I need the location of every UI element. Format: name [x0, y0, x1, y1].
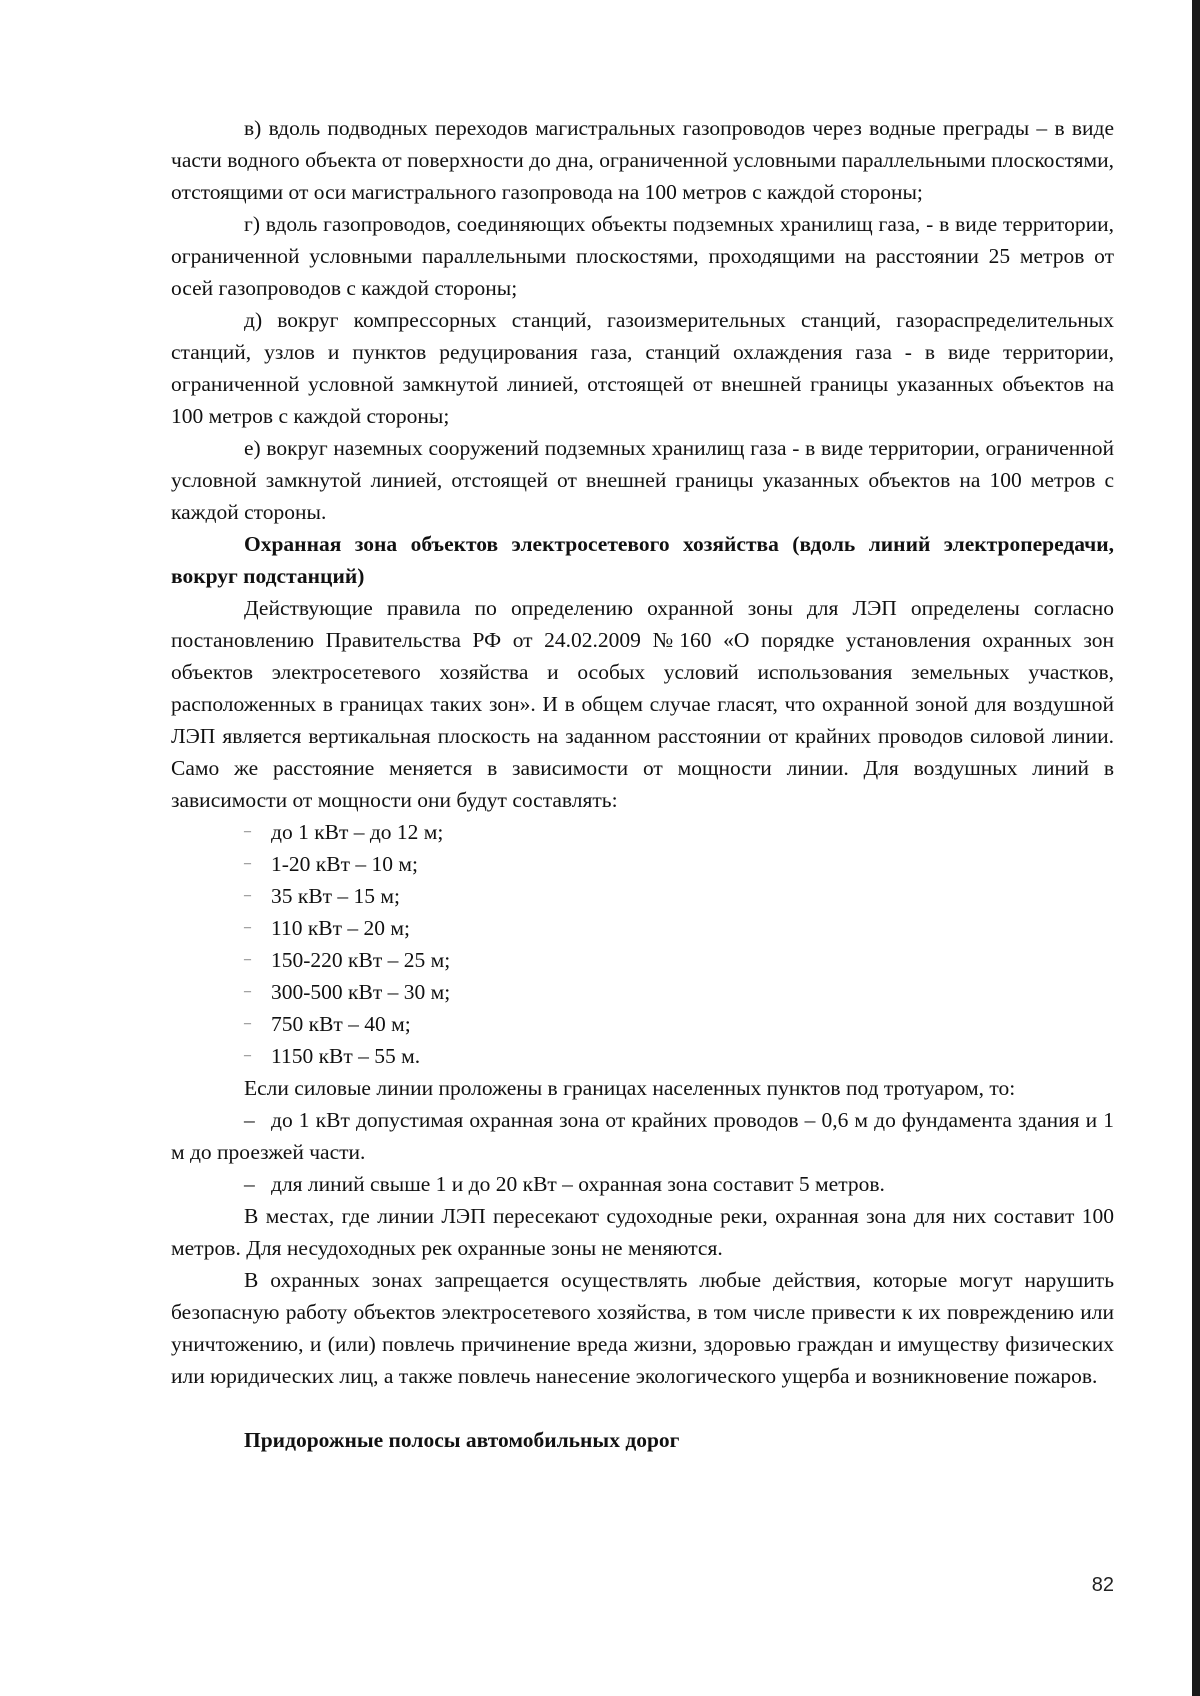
dash-marker: –: [244, 952, 251, 967]
dash-marker: –: [244, 888, 251, 903]
dash-marker: –: [244, 1172, 255, 1196]
paragraph-e: е) вокруг наземных сооружений подземных хранилищ газа - в виде территории, ограниченной условной замкнутой линией, отстоящей от внешней границы указанных объектов на 100 метров с каждой стороны.: [171, 436, 1114, 524]
dash-marker: –: [244, 920, 251, 935]
list-item-text: 150-220 кВт – 25 м;: [271, 948, 451, 972]
list-item: [171, 1008, 1114, 1040]
list-item-text: 1150 кВт – 55 м.: [271, 1044, 421, 1068]
paragraph-d: д) вокруг компрессорных станций, газоизмерительных станций, газораспределительных станций, узлов и пунктов редуцирования газа, станций охлаждения газа - в виде территории, ограниченной условной замкнутой линией, отстоящей от внешней границы указанных объектов на 100 метров с каждой стороны;: [171, 308, 1114, 428]
heading-power-zone: Охранная зона объектов электросетевого хозяйства (вдоль линий электропередачи, вокруг подстанций): [171, 532, 1114, 588]
dash-marker: –: [244, 1048, 251, 1063]
power-distance-list: [171, 816, 1114, 1072]
sidewalk-item-text: для линий свыше 1 и до 20 кВт – охранная зона составит 5 метров.: [271, 1172, 885, 1196]
paragraph-v: в) вдоль подводных переходов магистральных газопроводов через водные преграды – в виде части водного объекта от поверхности до дна, ограниченной условными параллельными плоскостями, отстоящими от оси магистрального газопровода на 100 метров с каждой стороны;: [171, 116, 1114, 204]
list-item-text: 300-500 кВт – 30 м;: [271, 980, 451, 1004]
paragraph-rivers: В местах, где линии ЛЭП пересекают судоходные реки, охранная зона для них составит 100 метров. Для несудоходных рек охранные зоны не меняются.: [171, 1204, 1114, 1260]
dash-marker: –: [244, 1016, 251, 1031]
page-number: 82: [1091, 1574, 1114, 1596]
list-item-text: 750 кВт – 40 м;: [271, 1012, 411, 1036]
document-body: [171, 112, 1114, 1456]
list-item: [171, 880, 1114, 912]
dash-marker: –: [244, 856, 251, 871]
sidewalk-item-text: до 1 кВт допустимая охранная зона от крайних проводов – 0,6 м до фундамента здания и 1 м до проезжей части.: [171, 1108, 1114, 1164]
heading-roadside-strips: Придорожные полосы автомобильных дорог: [244, 1428, 680, 1452]
paragraph-forbidden: В охранных зонах запрещается осуществлять любые действия, которые могут нарушить безопасную работу объектов электросетевого хозяйства, в том числе привести к их повреждению или уничтожению, и (или) повлечь причинение вреда жизни, здоровью граждан и имуществу физических или юридических лиц, а также повлечь нанесение экологического ущерба и возникновение пожаров.: [171, 1268, 1114, 1388]
sidewalk-item: [171, 1168, 1114, 1200]
dash-marker: –: [244, 984, 251, 999]
paragraph-rules: Действующие правила по определению охранной зоны для ЛЭП определены согласно постановлению Правительства РФ от 24.02.2009 №160 «О порядке установления охранных зон объектов электросетевого хозяйства и особых условий использования земельных участков, расположенных в границах таких зон». И в общем случае гласят, что охранной зоной для воздушной ЛЭП является вертикальная плоскость на заданном расстоянии от крайних проводов силовой линии. Само же расстояние меняется в зависимости от мощности линии. Для воздушных линий в зависимости от мощности они будут составлять:: [171, 596, 1114, 812]
dash-marker: –: [244, 1108, 255, 1132]
list-item-text: 35 кВт – 15 м;: [271, 884, 401, 908]
list-item: [171, 848, 1114, 880]
paragraph-g: г) вдоль газопроводов, соединяющих объекты подземных хранилищ газа, - в виде территории, ограниченной условными параллельными плоскостями, проходящими на расстоянии 25 метров от осей газопроводов с каждой стороны;: [171, 212, 1114, 300]
list-item-text: 110 кВт – 20 м;: [271, 916, 410, 940]
dash-marker: –: [244, 824, 251, 839]
blank-line: [171, 1392, 1114, 1424]
list-item-text: до 1 кВт – до 12 м;: [271, 820, 444, 844]
list-item: [171, 816, 1114, 848]
list-item: [171, 1040, 1114, 1072]
list-item: [171, 976, 1114, 1008]
sidewalk-item: [171, 1104, 1114, 1168]
paragraph-sidewalk: Если силовые линии проложены в границах населенных пунктов под тротуаром, то:: [244, 1076, 1016, 1100]
list-item: [171, 912, 1114, 944]
page-edge: [1192, 0, 1200, 1696]
list-item-text: 1-20 кВт – 10 м;: [271, 852, 418, 876]
list-item: [171, 944, 1114, 976]
